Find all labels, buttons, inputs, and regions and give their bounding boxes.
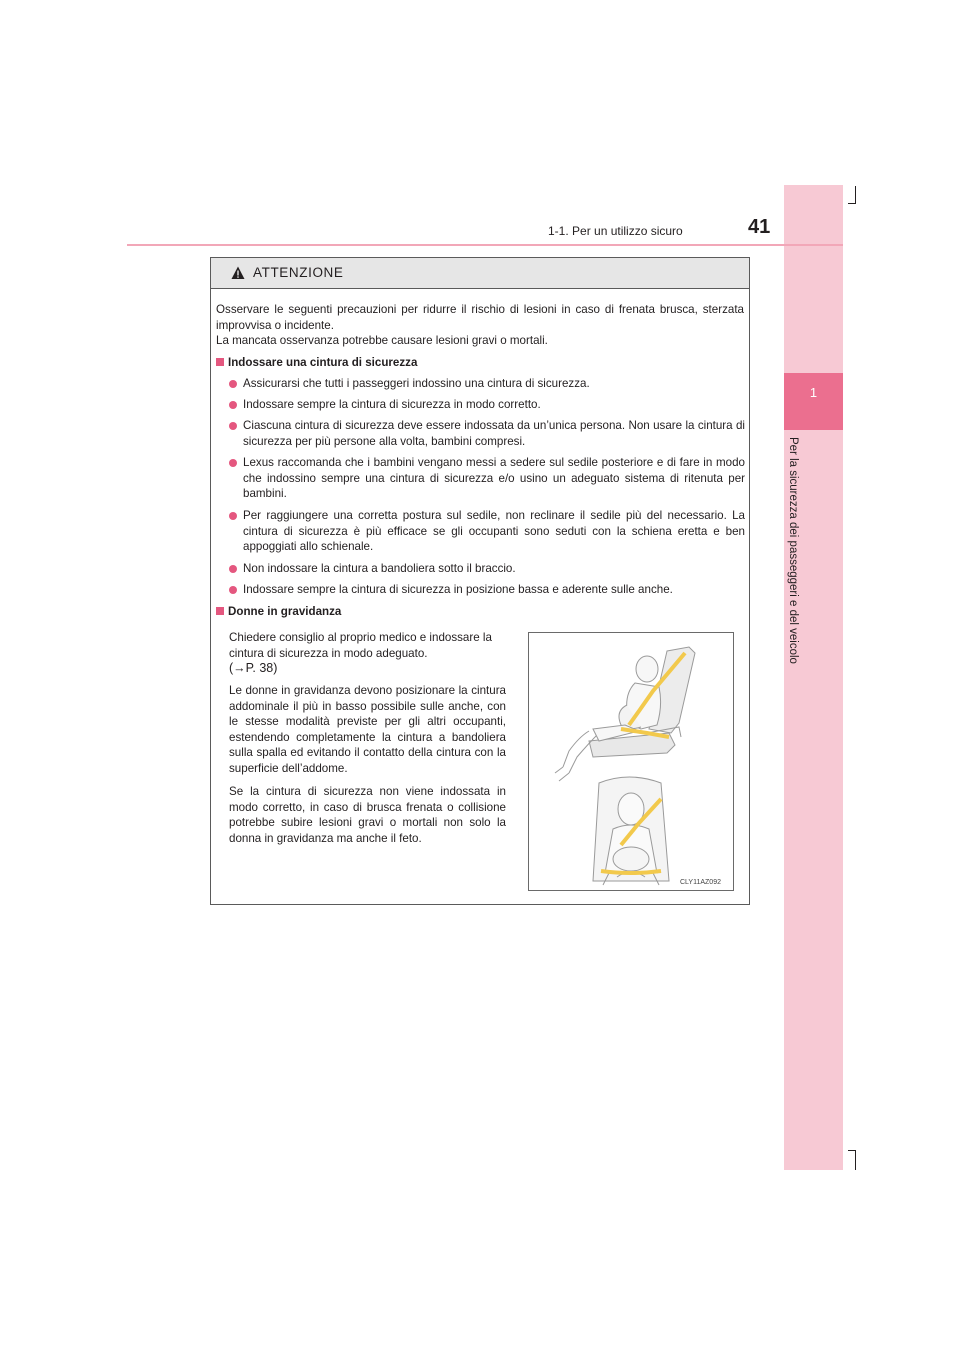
section-heading-text: Indossare una cintura di sicurezza <box>228 356 418 369</box>
figure-code: CLY11AZ092 <box>680 879 721 886</box>
warning-header <box>211 258 749 289</box>
page-reference-link[interactable]: (→P. 38) <box>229 661 278 675</box>
bullet-dot-icon <box>229 586 237 594</box>
warning-intro <box>216 302 744 349</box>
square-bullet-icon <box>216 607 224 615</box>
pregnancy-para-1 <box>229 630 506 677</box>
warning-triangle-icon <box>231 266 245 280</box>
bullet-dot-icon <box>229 459 237 467</box>
section-title: 1-1. Per un utilizzo sicuro <box>548 224 683 238</box>
list-item <box>229 397 745 413</box>
list-item-text: Non indossare la cintura a bandoliera sotto il braccio. <box>243 562 516 575</box>
illustration-svg <box>529 633 733 890</box>
list-item <box>229 582 745 598</box>
bullet-dot-icon <box>229 422 237 430</box>
page-number: 41 <box>748 216 771 238</box>
list-item-text: Indossare sempre la cintura di sicurezza in modo corretto. <box>243 398 541 411</box>
crop-mark-bottom-h <box>848 1150 856 1151</box>
chapter-title-vertical <box>785 437 799 857</box>
bullet-dot-icon <box>229 512 237 520</box>
pregnancy-para-2: Le donne in gravidanza devono posizionare la cintura addominale il più in basso possibile sulle anche, con le stesse modalità previste per gli altri occupanti, estendendo completamente la cintura a bandoliera sulla spalla ed evitando il contatto della cintura con la superficie dell’addome. <box>229 684 506 775</box>
bullet-dot-icon <box>229 401 237 409</box>
list-item-text: Per raggiungere una corretta postura sul sedile, non reclinare il sedile più del necessario. La cintura di sicurezza è più efficace se gli occupanti sono seduti con la schiena eretta e ben appoggiati allo schienale. <box>243 509 745 553</box>
list-item-text: Ciascuna cintura di sicurezza deve essere indossata da un’unica persona. Non usare la cintura di sicurezza per più persone alla volta, bambini compresi. <box>243 419 745 448</box>
section-heading-seatbelt <box>216 355 417 371</box>
header-rule <box>127 244 843 246</box>
warning-title: ATTENZIONE <box>253 265 344 280</box>
pregnancy-para-3: Se la cintura di sicurezza non viene indossata in modo corretto, in caso di brusca frenata o collisione potrebbe subire lesioni gravi o mortali non solo la donna in gravidanza ma anche il feto. <box>229 785 506 845</box>
bullet-dot-icon <box>229 380 237 388</box>
list-item <box>229 508 745 555</box>
chapter-title: Per la sicurezza dei passeggeri e del veicolo <box>787 437 799 664</box>
list-item-text: Assicurarsi che tutti i passeggeri indossino una cintura di sicurezza. <box>243 377 590 390</box>
crop-mark-top-h <box>848 203 856 204</box>
bullet-dot-icon <box>229 565 237 573</box>
intro-line-2: La mancata osservanza potrebbe causare lesioni gravi o mortali. <box>216 334 548 347</box>
list-item <box>229 455 745 502</box>
list-item <box>229 376 745 392</box>
square-bullet-icon <box>216 358 224 366</box>
list-item <box>229 561 745 577</box>
section-heading-pregnancy <box>216 604 341 620</box>
chapter-number: 1 <box>809 385 818 400</box>
list-item-text: Lexus raccomanda che i bambini vengano messi a sedere sul sedile posteriore e di fare in modo che indossino sempre una cintura di sicurezza e/o usino un adeguato sistema di ritenuta per bambini. <box>243 456 745 500</box>
warning-box <box>210 257 750 905</box>
chapter-tab[interactable] <box>784 373 843 430</box>
pregnancy-advice: Chiedere consiglio al proprio medico e indossare la cintura di sicurezza in modo adeguato. <box>229 631 492 660</box>
pregnancy-seatbelt-illustration <box>528 632 734 891</box>
section-heading-text: Donne in gravidanza <box>228 605 342 618</box>
list-item <box>229 418 745 449</box>
crop-mark-top <box>855 186 856 204</box>
crop-mark-bottom <box>855 1150 856 1170</box>
intro-line-1: Osservare le seguenti precauzioni per ridurre il rischio di lesioni in caso di frenata brusca, sterzata improvvisa o incidente. <box>216 303 744 332</box>
list-item-text: Indossare sempre la cintura di sicurezza in posizione bassa e aderente sulle anche. <box>243 583 673 596</box>
